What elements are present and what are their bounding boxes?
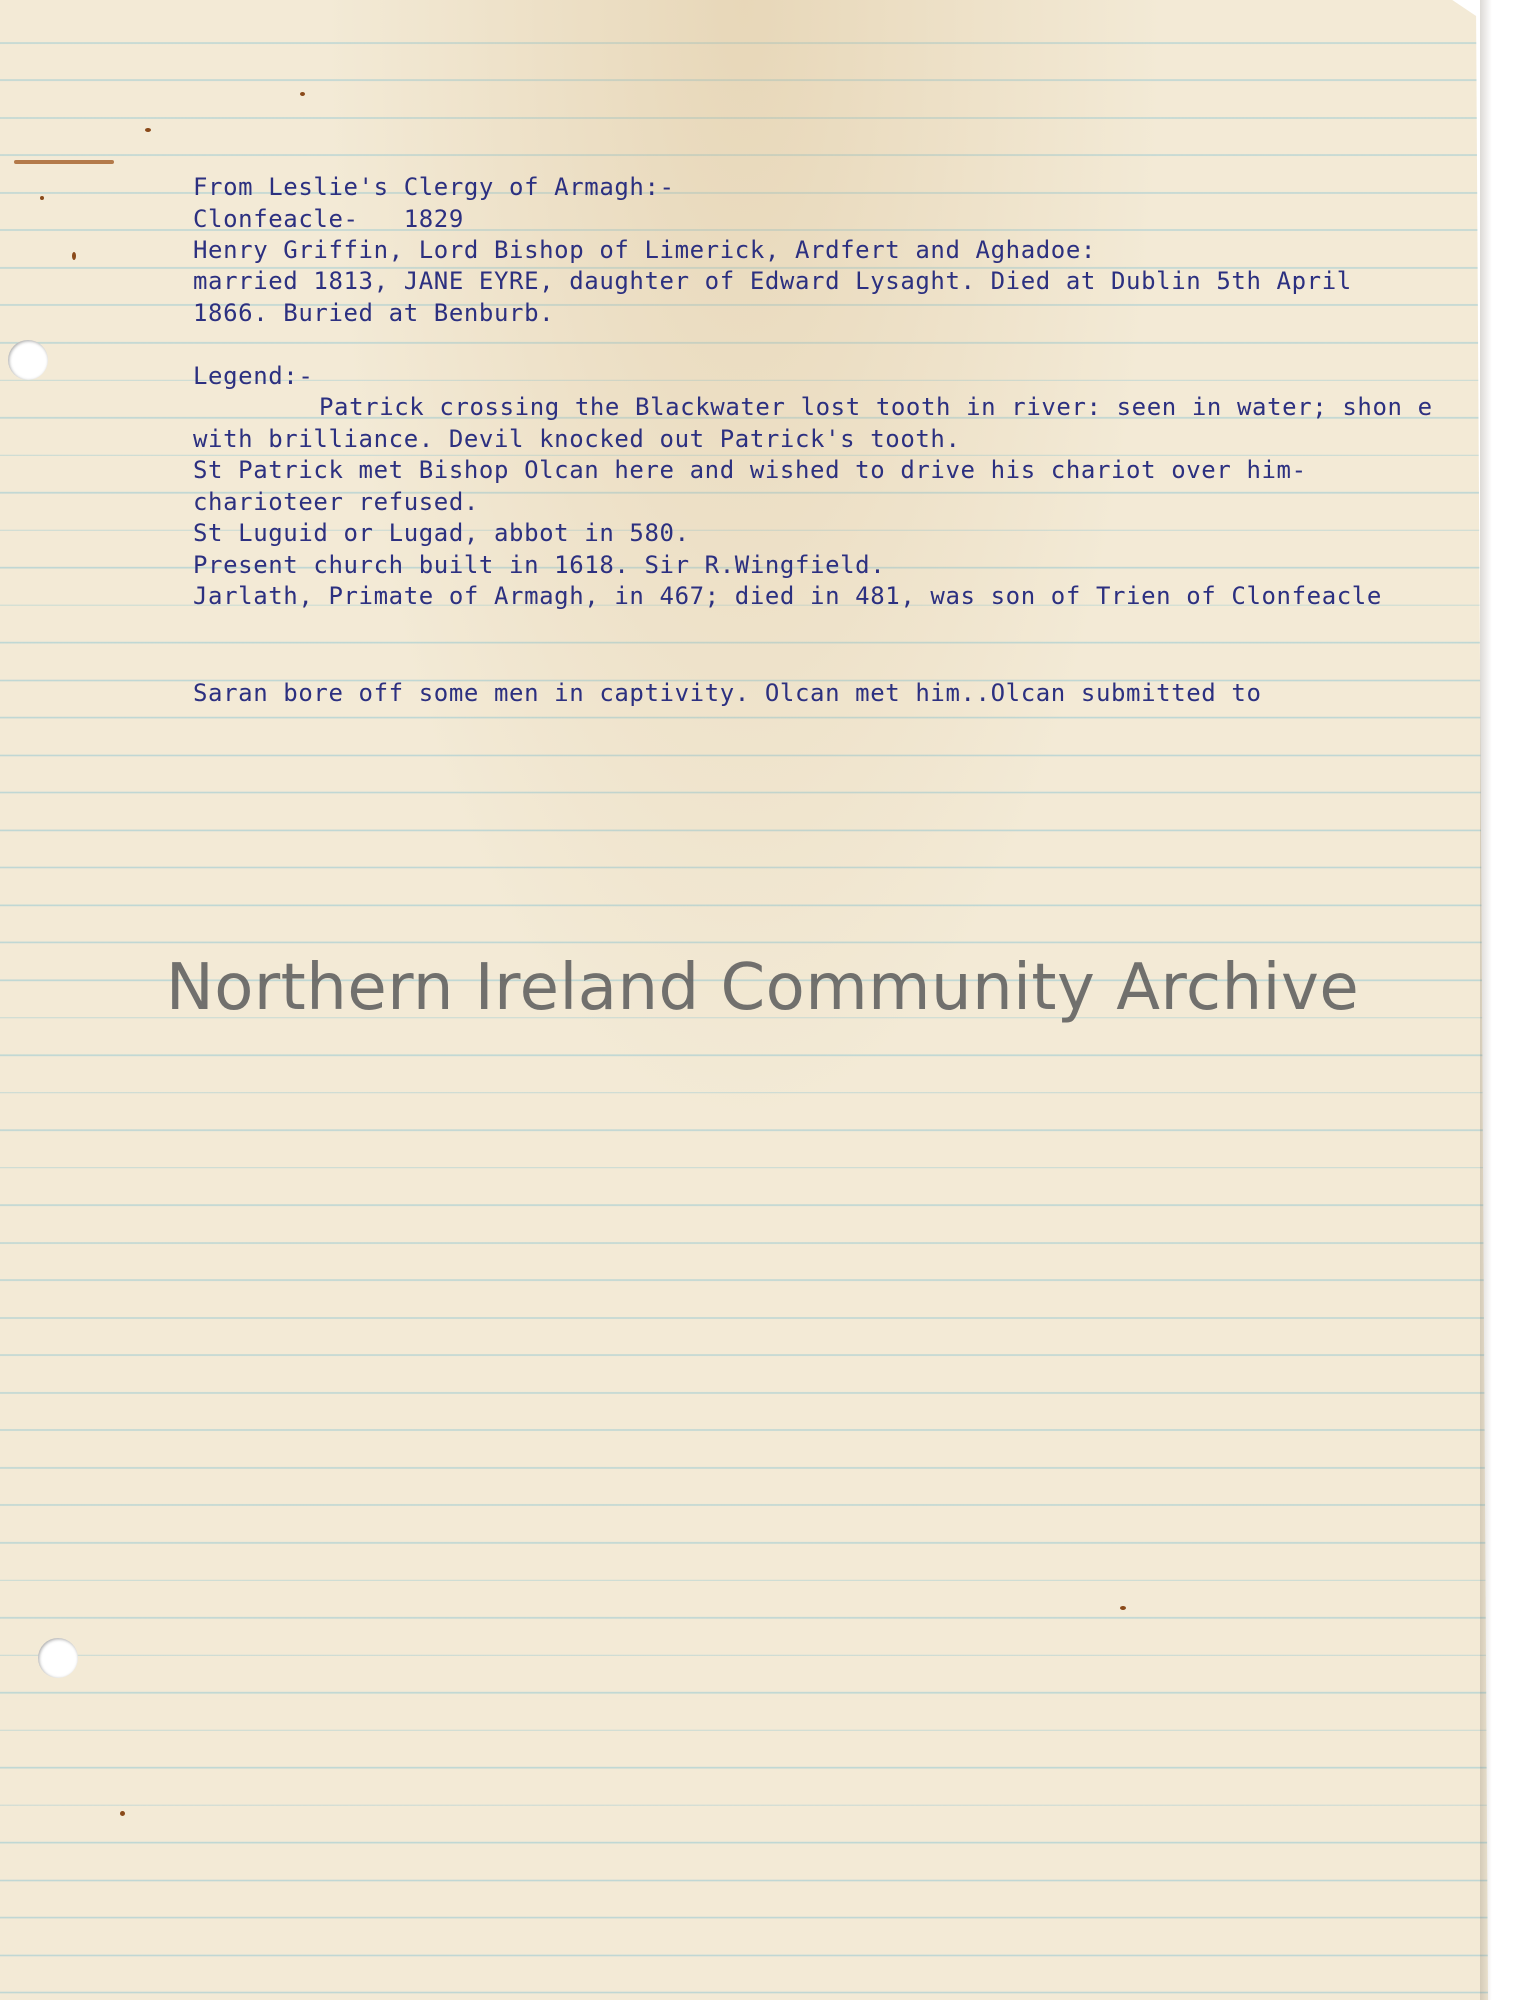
closing-line: Saran bore off some men in captivity. Olcan met him..Olcan submitted to <box>193 679 1262 707</box>
punch-hole-bottom <box>38 1638 78 1678</box>
rust-spot <box>145 128 151 132</box>
legend-heading: Legend:- <box>193 362 314 390</box>
burial-line: 1866. Buried at Benburb. <box>193 299 555 327</box>
rust-spot <box>120 1811 125 1816</box>
marriage-line: married 1813, JANE EYRE, daughter of Edward Lysaght. Died at Dublin 5th April <box>193 267 1352 295</box>
legend-line: Present church built in 1618. Sir R.Wingfield. <box>193 551 886 579</box>
bishop-line: Henry Griffin, Lord Bishop of Limerick, Ardfert and Aghadoe: <box>193 236 1096 264</box>
place-and-year: Clonfeacle- 1829 <box>193 205 464 233</box>
legend-line: St Patrick met Bishop Olcan here and wished to drive his chariot over him- <box>193 456 1307 484</box>
rust-spot <box>40 196 44 200</box>
staple-rust-mark <box>14 160 114 164</box>
archive-watermark: Northern Ireland Community Archive <box>165 951 1360 1025</box>
rust-spot <box>1120 1606 1126 1610</box>
legend-line: with brilliance. Devil knocked out Patrick's tooth. <box>193 425 961 453</box>
legend-line: Patrick crossing the Blackwater lost tooth in river: seen in water; shon e <box>319 393 1433 421</box>
legend-line: charioteer refused. <box>193 488 479 516</box>
source-heading: From Leslie's Clergy of Armagh:- <box>193 173 675 201</box>
rust-spot <box>300 92 305 96</box>
legend-line: St Luguid or Lugad, abbot in 580. <box>193 519 690 547</box>
rust-spot <box>72 252 76 260</box>
legend-line: Jarlath, Primate of Armagh, in 467; died in 481, was son of Trien of Clonfeacle <box>193 582 1382 610</box>
punch-hole-top <box>8 340 48 380</box>
